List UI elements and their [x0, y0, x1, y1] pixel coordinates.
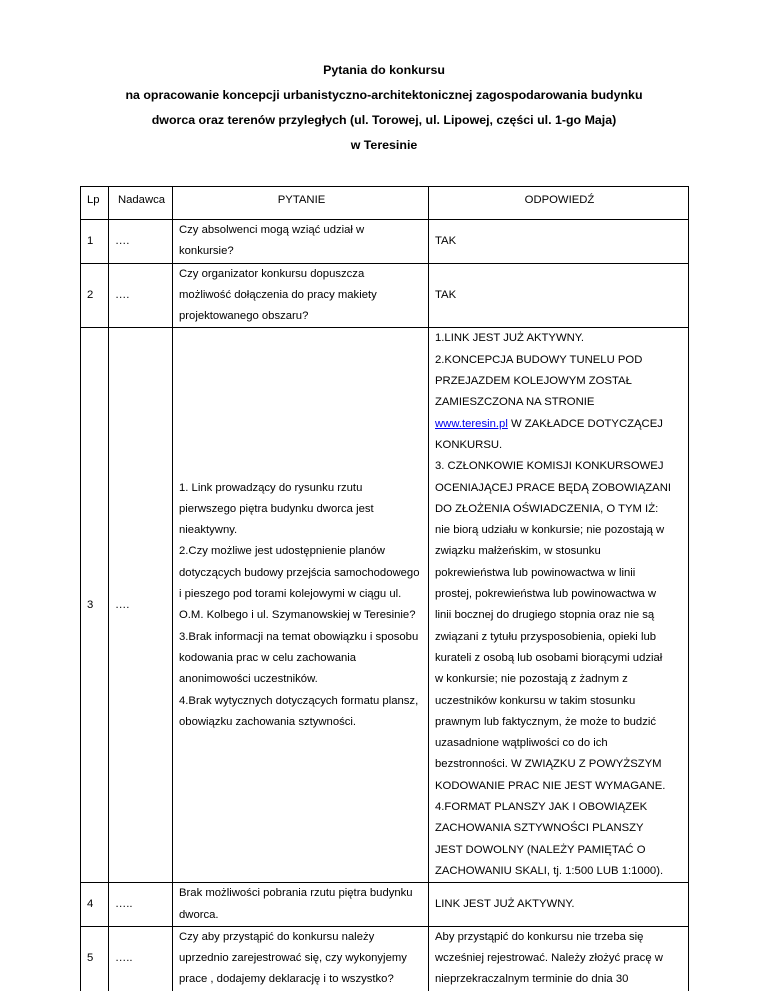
answer-line: kurateli z osobą lub osobami biorącymi udział — [435, 651, 663, 664]
row-pytanie — [173, 328, 429, 883]
question-line: dworca. — [179, 908, 219, 921]
answer-line: bezstronności. W ZWIĄZKU Z POWYŻSZYM — [435, 758, 662, 771]
answer-line: związani z tytułu przysposobienia, opieki lub — [435, 630, 657, 643]
row-pytanie — [173, 883, 429, 927]
row-lp: 5 — [81, 926, 109, 990]
answer-line: PRZEJAZDEM KOLEJOWYM ZOSTAŁ — [435, 375, 632, 388]
answer-line: DO ZŁOŻENIA OŚWIADCZENIA, O TYM IŻ: — [435, 502, 659, 515]
question-line: 2.Czy możliwe jest udostępnienie planów — [179, 545, 385, 558]
answer-line: TAK — [435, 234, 457, 247]
question-line: projektowanego obszaru? — [179, 310, 309, 323]
row-odpowiedz — [429, 926, 689, 990]
question-line: 1. Link prowadzący do rysunku rzutu — [179, 481, 363, 494]
table-header-row — [81, 187, 689, 220]
answer-line: nie biorą udziału w konkursie; nie pozostają w — [435, 524, 665, 537]
question-line: anonimowości uczestników. — [179, 673, 318, 686]
answer-line: ZACHOWANIA SZTYWNOŚCI PLANSZY — [435, 822, 644, 835]
answer-line: 1.LINK JEST JUŻ AKTYWNY. — [435, 332, 584, 345]
table-row — [81, 220, 689, 264]
answer-line: KONKURSU. — [435, 438, 503, 451]
row-lp: 3 — [81, 328, 109, 883]
table-row — [81, 328, 689, 883]
answer-line: LINK JEST JUŻ AKTYWNY. — [435, 897, 575, 910]
row-pytanie — [173, 926, 429, 990]
row-pytanie — [173, 263, 429, 328]
answer-line: KODOWANIE PRAC NIE JEST WYMAGANE. — [435, 779, 666, 792]
answer-line: prostej, pokrewieństwa lub powinowactwa w — [435, 588, 657, 601]
title-line-3: dworca oraz terenów przyległych (ul. Torowej, ul. Lipowej, części ul. 1-go Maja) — [151, 113, 617, 127]
link-suffix: W ZAKŁADCE DOTYCZĄCEJ — [507, 417, 663, 430]
question-line: pierwszego piętra budynku dworca jest — [179, 502, 374, 515]
question-line: 4.Brak wytycznych dotyczących formatu plansz, — [179, 694, 419, 707]
row-nadawca: …. — [109, 263, 173, 328]
answer-line: TAK — [435, 288, 457, 301]
question-line: Czy aby przystąpić do konkursu należy — [179, 930, 375, 943]
table-row — [81, 263, 689, 328]
answer-line: 2.KONCEPCJA BUDOWY TUNELU POD — [435, 353, 643, 366]
question-line: uprzednio zarejestrować się, czy wykonyjemy — [179, 952, 407, 965]
answer-line: wcześniej rejestrować. Należy złożyć pracę w — [435, 952, 663, 965]
answer-line: prawnym lub faktycznym, że może to budzić — [435, 715, 657, 728]
answer-line: linii bocznej do drugiego stopnia oraz nie są — [435, 609, 655, 622]
question-line: konkursie? — [179, 245, 234, 258]
question-line: 3.Brak informacji na temat obowiązku i sposobu — [179, 630, 419, 643]
answer-line: nieprzekraczalnym terminie do dnia 30 — [435, 973, 629, 986]
row-odpowiedz — [429, 883, 689, 927]
question-line: kodowania prac w celu zachowania — [179, 651, 357, 664]
teresin-website-link[interactable]: www.teresin.pl — [435, 417, 508, 430]
row-lp: 2 — [81, 263, 109, 328]
question-line: możliwość dołączenia do pracy makiety — [179, 288, 377, 301]
title-line-1: Pytania do konkursu — [323, 63, 445, 77]
answer-line: ZAMIESZCZONA NA STRONIE — [435, 396, 595, 409]
answer-line: uzasadnione wątpliwości co do ich — [435, 737, 608, 750]
row-nadawca: ….. — [109, 883, 173, 927]
question-line: Czy absolwenci mogą wziąć udział w — [179, 224, 365, 236]
questions-table — [80, 186, 689, 991]
answer-line: związku małżeńskim, w stosunku — [435, 545, 601, 558]
row-nadawca: …. — [109, 328, 173, 883]
answer-line: ZACHOWANIU SKALI, tj. 1:500 LUB 1:1000). — [435, 864, 664, 877]
answer-line: uczestników konkursu w takim stosunku — [435, 694, 636, 707]
header-odpowiedz: ODPOWIEDŹ — [429, 187, 689, 220]
answer-line: 3. CZŁONKOWIE KOMISJI KONKURSOWEJ — [435, 460, 664, 473]
answer-line: pokrewieństwa lub powinowactwa w linii — [435, 566, 636, 579]
table-row — [81, 926, 689, 990]
row-nadawca: …. — [109, 220, 173, 264]
question-line: nieaktywny. — [179, 524, 238, 537]
row-odpowiedz — [429, 220, 689, 264]
question-line: i pieszego pod torami kolejowymi w ciągu ul. — [179, 588, 402, 601]
question-line: O.M. Kolbego i ul. Szymanowskiej w Teresinie? — [179, 609, 416, 622]
question-line: obowiązku zachowania sztywności. — [179, 715, 357, 728]
document-title — [0, 58, 768, 158]
answer-line: Aby przystąpić do konkursu nie trzeba się — [435, 930, 644, 943]
answer-line: JEST DOWOLNY (NALEŻY PAMIĘTAĆ O — [435, 843, 646, 856]
title-line-4: w Teresinie — [350, 138, 418, 152]
answer-line: 4.FORMAT PLANSZY JAK I OBOWIĄZEK — [435, 801, 648, 814]
row-odpowiedz — [429, 263, 689, 328]
question-line: dotyczących budowy przejścia samochodowego — [179, 566, 420, 579]
table-row — [81, 883, 689, 927]
header-lp: Lp — [81, 187, 109, 220]
row-nadawca: ….. — [109, 926, 173, 990]
question-line: Brak możliwości pobrania rzutu piętra budynku — [179, 887, 413, 900]
answer-line: w konkursie; nie pozostają z żadnym z — [435, 673, 628, 686]
question-line: prace , dodajemy deklarację i to wszystko? — [179, 973, 394, 986]
answer-line: OCENIAJĄCEJ PRACE BĘDĄ ZOBOWIĄZANI — [435, 481, 672, 494]
header-nadawca: Nadawca — [109, 187, 173, 220]
header-pytanie: PYTANIE — [173, 187, 429, 220]
title-line-2: na opracowanie koncepcji urbanistyczno-architektonicznej zagospodarowania budynku — [125, 88, 643, 102]
question-line: Czy organizator konkursu dopuszcza — [179, 267, 365, 280]
row-pytanie — [173, 220, 429, 264]
row-odpowiedz — [429, 328, 689, 883]
row-lp: 1 — [81, 220, 109, 264]
row-lp: 4 — [81, 883, 109, 927]
answer-link-line — [435, 414, 684, 435]
